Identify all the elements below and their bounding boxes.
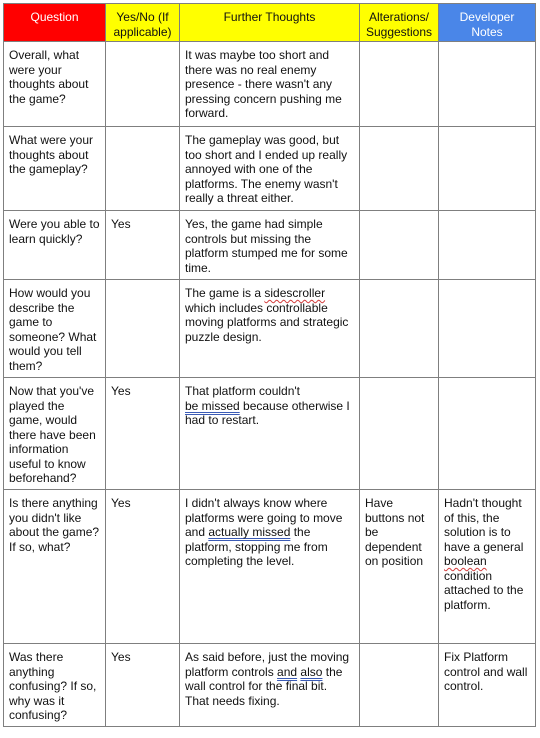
question-cell: Is there anything you didn't like about the game? If so, what? [4,490,106,644]
answer-cell [106,280,180,378]
answer-cell [106,127,180,211]
question-cell: Was there anything confusing? If so, why was it confusing? [4,644,106,727]
table-row [4,644,536,727]
thoughts-cell: The gameplay was good, but too short and I ended up really annoyed with one of the platforms. The enemy wasn't really a threat either. [180,127,360,211]
header-yes-no: Yes/No (If applicable) [106,4,180,42]
question-cell: What were your thoughts about the gameplay? [4,127,106,211]
notes-text: Hadn't thought of this, the solution is to have a general [444,496,524,554]
grammar-flag: and [277,664,298,679]
table-row [4,42,536,127]
thoughts-cell: Yes, the game had simple controls but missing the platform stumped me for some time. [180,211,360,280]
notes-cell [439,211,536,280]
question-cell: Now that you've played the game, would there have been information useful to know beforehand? [4,378,106,490]
suggestions-cell [360,211,439,280]
header-further-thoughts: Further Thoughts [180,4,360,42]
thoughts-text: which includes controllable moving platforms and strategic puzzle design. [185,300,349,344]
grammar-flag: actually missed [208,525,291,539]
feedback-table [3,3,536,727]
thoughts-text: the wall control for the final bit. That needs fixing. [185,664,343,708]
spelling-flag: sidescroller [264,286,326,300]
question-cell: Were you able to learn quickly? [4,211,106,280]
notes-cell [439,42,536,127]
header-question: Question [4,4,106,42]
notes-text: condition attached to the platform. [444,568,524,612]
question-cell: Overall, what were your thoughts about the game? [4,42,106,127]
header-developer-notes: Developer Notes [439,4,536,42]
header-alterations-suggestions: Alterations/ Suggestions [360,4,439,42]
table-row [4,280,536,378]
thoughts-text: The game is a [185,286,265,300]
suggestions-cell [360,280,439,378]
answer-cell: Yes [106,211,180,280]
thoughts-text: because otherwise I had to restart. [185,398,350,427]
answer-cell: Yes [106,644,180,727]
suggestions-cell [360,42,439,127]
suggestions-cell [360,644,439,727]
spelling-flag: boolean [444,554,487,568]
header-row [4,4,536,42]
thoughts-text: As said before, just the moving platform controls [185,650,350,679]
notes-cell [439,280,536,378]
thoughts-cell [180,490,360,644]
table-row [4,127,536,211]
notes-cell: Fix Platform control and wall control. [439,644,536,727]
grammar-flag: also [300,664,323,679]
answer-cell: Yes [106,378,180,490]
notes-cell [439,127,536,211]
thoughts-cell [180,280,360,378]
notes-cell [439,490,536,644]
grammar-flag: be missed [185,398,240,413]
suggestions-cell: Have buttons not be dependent on position [360,490,439,644]
thoughts-text: That platform couldn't [185,384,301,398]
suggestions-cell [360,127,439,211]
thoughts-cell [180,378,360,490]
table-row [4,378,536,490]
answer-cell [106,42,180,127]
thoughts-cell [180,644,360,727]
table-row [4,211,536,280]
notes-cell [439,378,536,490]
table-row [4,490,536,644]
thoughts-text: the platform, stopping me from completing the level. [185,525,328,568]
thoughts-text: I didn't always know where platforms were going to move and [185,496,343,539]
suggestions-cell [360,378,439,490]
thoughts-cell: It was maybe too short and there was no real enemy presence - there wasn't any pressing concern pushing me forward. [180,42,360,127]
question-cell: How would you describe the game to someone? What would you tell them? [4,280,106,378]
answer-cell: Yes [106,490,180,644]
